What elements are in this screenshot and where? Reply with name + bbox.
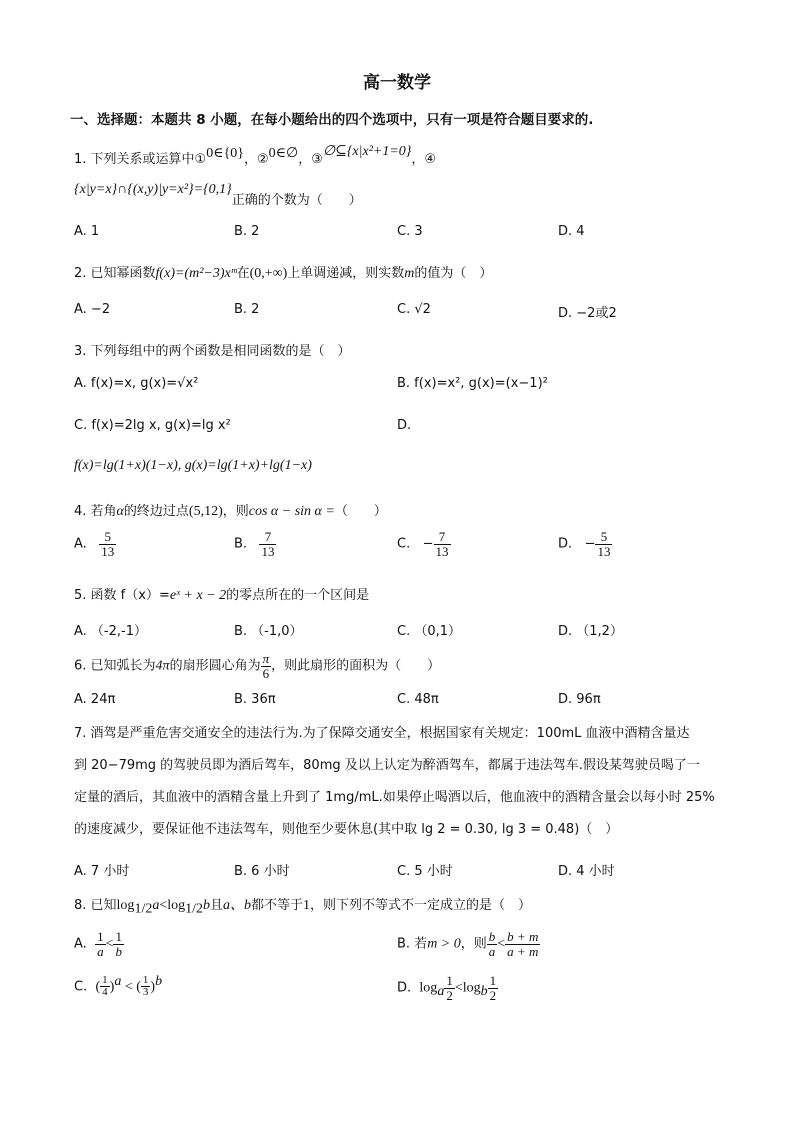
q1-option-c[interactable]: C. 3 (397, 224, 423, 239)
question-1-stem (74, 144, 437, 168)
q8-text-b: 且 (210, 898, 224, 913)
q4-c-den: 13 (435, 543, 449, 559)
q8-text-c: 都不等于 (251, 898, 304, 913)
q2-option-c[interactable]: C. √2 (397, 302, 431, 317)
q4-d-num: 5 (595, 530, 612, 545)
q7-option-d[interactable]: D. 4 小时 (558, 864, 615, 879)
q5-expr: eˣ + x − 2 (169, 588, 227, 603)
q1-option-a[interactable]: A. 1 (74, 224, 100, 239)
q4-text-d: （ ） (334, 504, 387, 519)
q6-text-a: 6. 已知弧长为 (74, 658, 156, 674)
q8-c-frac-1: $\frac{1}{4}$ (102, 973, 108, 999)
q5-option-a[interactable]: A. （-2,-1） (74, 624, 147, 639)
q4-c-num: 7 (434, 530, 451, 545)
q7-line-1: 7. 酒驾是严重危害交通安全的违法行为.为了保障交通安全，根据国家有关规定：100mL 血液中酒精含量达 (74, 726, 690, 741)
q8-lt: < (159, 898, 168, 913)
q7-line-3: 定量的酒后，其血液中的酒精含量上升到了 1mg/mL.如果停止喝酒以后，他血液中的酒精含量会以每小时 25% (74, 790, 715, 805)
q3-option-c[interactable]: C. f(x)=2lg x, g(x)=lg x² (74, 418, 231, 433)
question-2-stem (74, 262, 492, 282)
q2-option-b[interactable]: B. 2 (234, 302, 260, 317)
q4-a-fraction (99, 530, 116, 558)
q8-c-frac-2: $\frac{1}{3}$ (142, 973, 149, 999)
q4-b-fraction (259, 530, 276, 558)
q8-text-a: 8. 已知 (74, 898, 117, 913)
q8-d-frac-2: $\frac{1}{2}$ (489, 973, 497, 1003)
q6-den: 6 (262, 665, 270, 681)
q1-option-d[interactable]: D. 4 (558, 224, 585, 239)
q7-option-a[interactable]: A. 7 小时 (74, 864, 130, 879)
q6-option-b[interactable]: B. 36π (234, 692, 276, 707)
q7-line-4: 的速度减少，要保证他不违法驾车，则他至少要休息(其中取 lg 2 = 0.30, lg 3 = 0.48)（ ） (74, 822, 619, 837)
q5-option-d[interactable]: D. （1,2） (558, 624, 623, 639)
q8-b-mid: ，则 (460, 936, 487, 952)
q1-option-b[interactable]: B. 2 (234, 224, 260, 239)
question-3-stem: 3. 下列每组中的两个函数是相同函数的是（ ） (74, 344, 351, 359)
q8-a-frac-2: $\frac{1}{b}$ (115, 929, 122, 959)
q4-text-b: 的终边过点 (123, 504, 189, 519)
q4-d-den: 13 (597, 543, 611, 559)
q8-base-2: 1/2 (185, 901, 204, 917)
q4-point: (5,12) (188, 504, 223, 519)
q2-text-d: 的值为（ ） (414, 266, 493, 281)
q4-a-den: 13 (101, 543, 115, 559)
q6-option-c[interactable]: C. 48π (397, 692, 439, 707)
q8-b-frac-1: $\frac{b}{a}$ (488, 929, 496, 959)
question-4-stem (74, 500, 387, 520)
q8-log-1: log (116, 898, 135, 913)
q2-expr: f(x)=(m²−3)xᵐ (155, 266, 237, 281)
q8-b-cond: m > 0 (427, 936, 461, 952)
question-5-stem (74, 584, 369, 604)
q4-text-c: ，则 (222, 504, 249, 519)
q6-text-b: 的扇形圆心角为 (169, 658, 261, 674)
q5-option-c[interactable]: C. （0,1） (397, 624, 462, 639)
q6-arc: 4π (155, 658, 170, 674)
q8-a-label: A. (74, 936, 87, 952)
q8-d-label: D. (397, 980, 412, 996)
q2-text-c: 上单调递减，则实数 (287, 266, 405, 281)
q6-num: π (262, 651, 270, 666)
q6-option-d[interactable]: D. 96π (558, 692, 601, 707)
section-heading: 一、选择题：本题共 8 小题，在每小题给出的四个选项中，只有一项是符合题目要求的. (70, 112, 594, 128)
q1-sep-2: ，② (244, 152, 269, 167)
q1-expr-1: 0∈{0} (206, 146, 245, 161)
q1-sep-4: ，④ (411, 152, 437, 167)
q8-b-label: B. 若 (397, 936, 428, 952)
q3-option-b[interactable]: B. f(x)=x², g(x)=(x−1)² (397, 376, 548, 391)
q4-c-fraction (434, 530, 451, 558)
q8-ab: a、b (223, 898, 252, 913)
q8-option-a[interactable]: A. $\frac{1}{a}$ < $\frac{1}{b}$ (74, 929, 122, 959)
q4-option-a[interactable] (74, 530, 116, 558)
q7-line-2: 到 20−79mg 的驾驶员即为酒后驾车，80mg 及以上认定为醉酒驾车，都属于违法驾车.假设某驾驶员喝了一 (74, 758, 700, 773)
q1-expr-4: {x|y=x}∩{(x,y)|y=x²}={0,1} (74, 182, 232, 197)
q4-option-b[interactable] (234, 530, 276, 558)
q8-b-frac-2: $\frac{b + m}{a + m}$ (507, 929, 539, 959)
q4-b-den: 13 (261, 543, 275, 559)
q8-var-b: b (203, 898, 211, 913)
q3-option-d[interactable]: D. (397, 418, 412, 433)
q3-option-a[interactable]: A. f(x)=x, g(x)=√x² (74, 376, 199, 391)
q2-var: m (404, 266, 415, 281)
q4-d-label: D. (558, 536, 573, 552)
q6-text-c: ，则此扇形的面积为（ ） (271, 658, 441, 674)
q4-a-label: A. (74, 536, 87, 552)
q6-fraction (261, 652, 272, 680)
q4-expr: cos α − sin α = (248, 504, 335, 519)
q4-d-sign: − (584, 536, 596, 552)
q8-a-frac-1: $\frac{1}{a}$ (97, 929, 104, 959)
q1-text-b: 正确的个数为（ ） (231, 193, 362, 208)
q8-option-c[interactable]: C. ( $\frac{1}{4}$ )$^a$ < ( $\frac{1}{3}$ )$^b$ (74, 973, 163, 999)
question-6-stem (74, 652, 440, 680)
q2-option-a[interactable]: A. −2 (74, 302, 111, 317)
q1-expr-2: 0∈∅ (268, 146, 299, 161)
q8-log-2: log (167, 898, 186, 913)
q2-text-a: 2. 已知幂函数 (74, 266, 156, 281)
q8-option-d[interactable]: D. $\log_a$ $\frac{1}{2}$ $<\log_b$ $\frac{1}{2}$ (397, 973, 497, 1003)
q7-option-b[interactable]: B. 6 小时 (234, 864, 290, 879)
question-1-stem-2 (74, 182, 362, 208)
q8-var-a: a (152, 898, 160, 913)
q4-option-d[interactable] (558, 530, 612, 558)
q7-option-c[interactable]: C. 5 小时 (397, 864, 453, 879)
question-7-stem (74, 718, 734, 846)
q4-b-label: B. (234, 536, 248, 552)
q4-c-label: C. (397, 536, 411, 552)
q2-text-b: 在 (236, 266, 250, 281)
q6-option-a[interactable]: A. 24π (74, 692, 116, 707)
q1-sep-3: ，③ (298, 152, 323, 167)
q1-text-a: 1. 下列关系或运算中① (74, 152, 207, 167)
q5-text-b: 的零点所在的一个区间是 (226, 588, 370, 603)
q5-text-a: 5. 函数 f（x）= (74, 588, 170, 603)
question-8-stem (74, 894, 531, 918)
q4-option-c[interactable] (397, 530, 451, 558)
q8-one: 1 (303, 898, 311, 913)
q1-expr-3: ∅⊆{x|x²+1=0} (322, 144, 412, 159)
q8-option-b[interactable]: B. 若m > 0，则 $\frac{b}{a}$ < $\frac{b + m}{a + m}$ (397, 929, 539, 959)
q4-c-sign: − (422, 536, 434, 552)
q3-option-d-body: f(x)=lg(1+x)(1−x), g(x)=lg(1+x)+lg(1−x) (74, 458, 312, 473)
q4-a-num: 5 (99, 530, 116, 545)
q2-interval: (0,+∞) (249, 266, 288, 281)
q8-d-frac-1: $\frac{1}{2}$ (446, 973, 453, 1003)
q5-option-b[interactable]: B. （-1,0） (234, 624, 303, 639)
page-title: 高一数学 (363, 73, 431, 93)
q8-base-1: 1/2 (134, 901, 153, 917)
q8-text-d: ，则下列不等式不一定成立的是（ ） (310, 898, 532, 913)
q4-d-fraction (595, 530, 612, 558)
q4-text-a: 4. 若角 (74, 504, 117, 519)
q8-c-label: C. (74, 979, 88, 995)
q4-alpha: α (116, 504, 124, 519)
q4-b-num: 7 (259, 530, 276, 545)
q2-option-d[interactable]: D. −2或2 (558, 306, 617, 321)
